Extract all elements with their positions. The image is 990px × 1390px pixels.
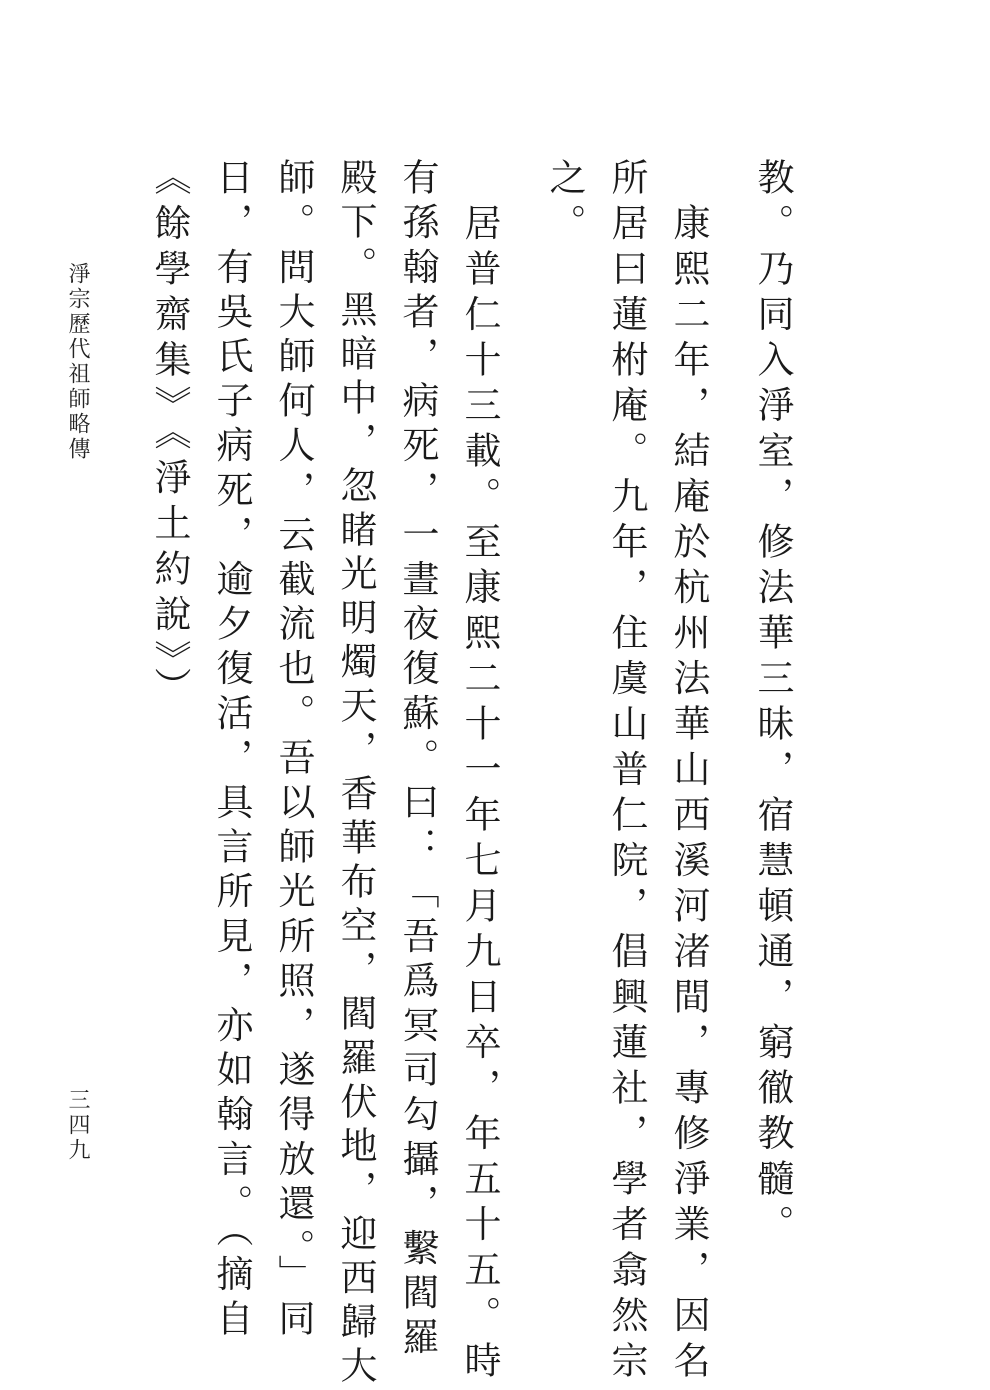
text-column-3: 所居曰蓮柎庵。九年，住虞山普仁院，倡興蓮社，學者翕然宗 bbox=[605, 158, 648, 1387]
text-column-5: 居普仁十三載。至康熙二十一年七月九日卒，年五十五。時 bbox=[458, 158, 501, 1387]
page-number: 三四九 bbox=[65, 1088, 90, 1163]
text-column-4: 之。 bbox=[543, 158, 586, 249]
text-column-10: 《餘學齋集》《淨土約說》） bbox=[148, 158, 191, 713]
running-title: 淨宗歷代祖師略傳 bbox=[65, 262, 90, 462]
text-column-6: 有孫翰者，病死，一晝夜復蘇。曰：「吾爲冥司勾攝，繫閻羅 bbox=[396, 158, 439, 1363]
text-column-9: 日，有吳氏子病死，逾夕復活，具言所見，亦如翰言。（摘自 bbox=[210, 158, 253, 1344]
text-column-2: 康熙二年，結庵於杭州法華山西溪河渚間，專修淨業，因名 bbox=[667, 158, 710, 1387]
text-column-8: 師。問大師何人，云截流也。吾以師光所照，遂得放還。」同 bbox=[272, 158, 315, 1344]
text-column-1: 教。乃同入淨室，修法華三昧，宿慧頓通，窮徹教髓。 bbox=[751, 158, 794, 1250]
text-column-7: 殿下。黑暗中，忽睹光明燭天，香華布空，閻羅伏地，迎西歸大 bbox=[334, 158, 377, 1390]
